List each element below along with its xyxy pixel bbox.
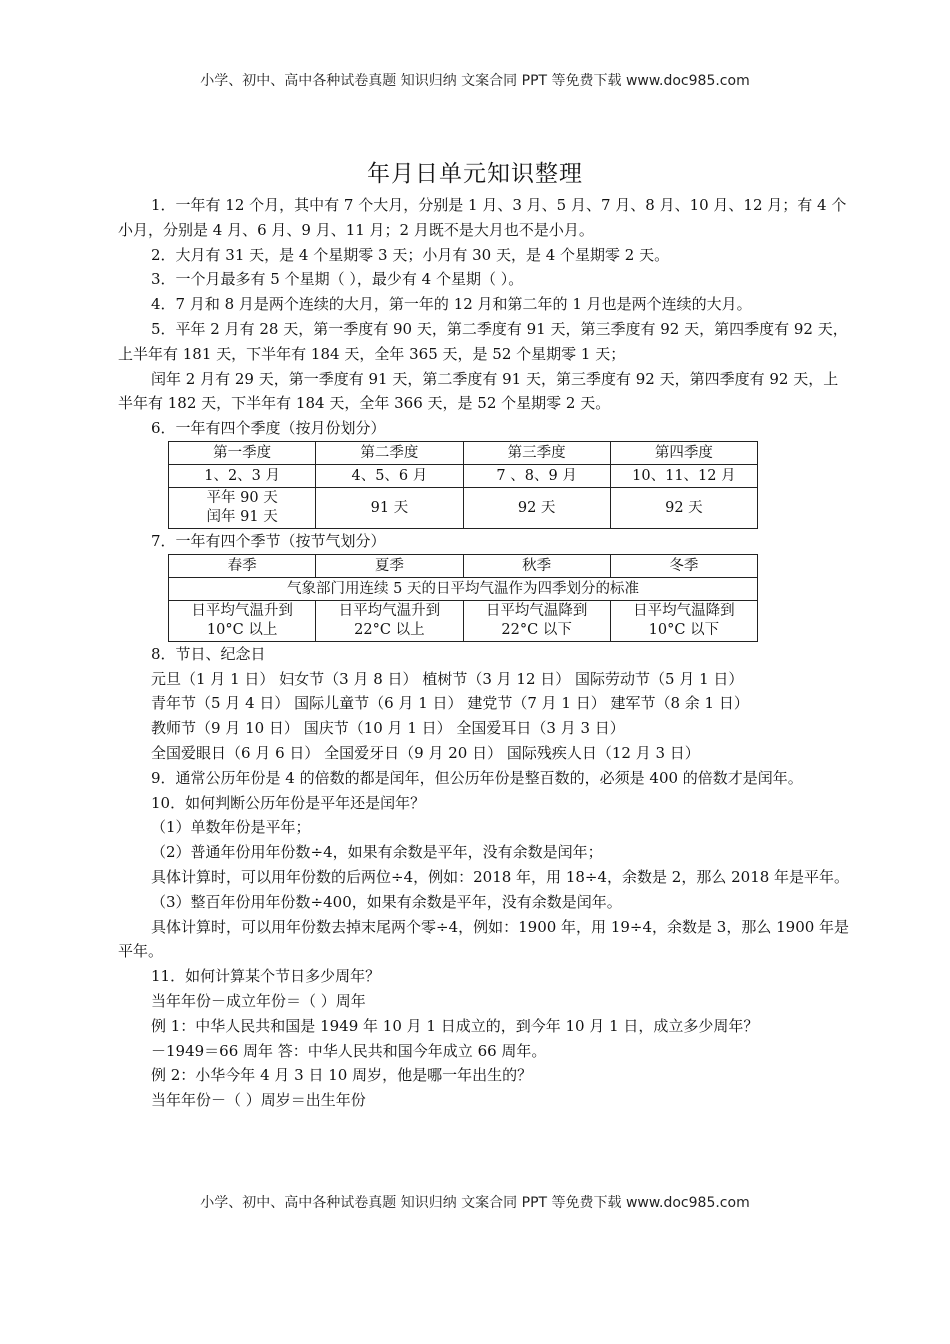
document-title: 年月日单元知识整理 bbox=[367, 161, 583, 187]
table-cell-line: 日平均气温升到 bbox=[191, 602, 293, 619]
paragraph-1: 1．一年有 12 个月，其中有 7 个大月，分别是 1 月、3 月、5 月、7 月、8 月、10 月、12 月；有 4 个小月，分别是 4 月、6 月、9 月、11 月；2 月既不是大月也不是小月。 bbox=[118, 196, 847, 239]
paragraph-3: 3．一个月最多有 5 个星期（ ），最少有 4 个星期（ ）。 bbox=[151, 270, 524, 289]
holiday-line-4: 全国爱眼日（6 月 6 日） 全国爱牙日（9 月 20 日） 国际残疾人日（12 月 3 日） bbox=[151, 743, 700, 762]
table-header-cell: 第四季度 bbox=[610, 441, 757, 464]
page-header: 小学、初中、高中各种试卷真题 知识归纳 文案合同 PPT 等免费下载 www.doc985.com bbox=[200, 73, 750, 89]
paragraph-6: 6．一年有四个季度（按月份划分） bbox=[151, 419, 386, 438]
paragraph-10b: （2）普通年份用年份数÷4，如果有余数是平年，没有余数是闰年； bbox=[151, 843, 603, 862]
table-header-cell: 秋季 bbox=[463, 554, 610, 577]
table-cell: 10、11、12 月 bbox=[610, 464, 757, 487]
quarters-table bbox=[168, 441, 758, 529]
table-row bbox=[169, 464, 758, 487]
table-cell-line: 10°C 以上 bbox=[206, 621, 278, 638]
table-cell-line: 平年 90 天 bbox=[206, 489, 278, 506]
table-cell-line: 日平均气温升到 bbox=[338, 602, 441, 619]
table-cell: 气象部门用连续 5 天的日平均气温作为四季划分的标准 bbox=[169, 577, 758, 600]
paragraph-8: 8．节日、纪念日 bbox=[151, 644, 266, 663]
table-cell: 91 天 bbox=[316, 487, 463, 528]
table-row bbox=[169, 554, 758, 577]
table-cell bbox=[610, 600, 757, 641]
paragraph-2: 2．大月有 31 天，是 4 个星期零 3 天；小月有 30 天，是 4 个星期零 2 天。 bbox=[151, 245, 670, 264]
seasons-table bbox=[168, 554, 758, 642]
table-cell-line: 闰年 91 天 bbox=[206, 508, 278, 525]
table-header-cell: 春季 bbox=[169, 554, 316, 577]
paragraph-11: 11．如何计算某个节日多少周年？ bbox=[151, 967, 381, 986]
table-row bbox=[169, 487, 758, 528]
table-cell-line: 日平均气温降到 bbox=[485, 602, 588, 619]
table-cell: 92 天 bbox=[463, 487, 610, 528]
table-row bbox=[169, 441, 758, 464]
table-row bbox=[169, 600, 758, 641]
table-cell-line: 日平均气温降到 bbox=[633, 602, 735, 619]
paragraph-10a: （1）单数年份是平年； bbox=[151, 818, 311, 837]
holiday-line-2: 青年节（5 月 4 日） 国际儿童节（6 月 1 日） 建党节（7 月 1 日） 建军节（8 余 1 日） bbox=[151, 694, 749, 713]
table-cell-line: 22°C 以上 bbox=[354, 621, 425, 638]
table-header-cell: 夏季 bbox=[316, 554, 463, 577]
holiday-line-1: 元旦（1 月 1 日） 妇女节（3 月 8 日） 植树节（3 月 12 日） 国际劳动节（5 月 1 日） bbox=[151, 669, 744, 688]
paragraph-11d: 例 2：小华今年 4 月 3 日 10 周岁，他是哪一年出生的？ bbox=[151, 1066, 533, 1085]
paragraph-7: 7．一年有四个季节（按节气划分） bbox=[151, 531, 386, 550]
table-header-cell: 冬季 bbox=[610, 554, 757, 577]
table-cell bbox=[316, 600, 463, 641]
table-cell: 1、2、3 月 bbox=[169, 464, 316, 487]
table-row bbox=[169, 577, 758, 600]
paragraph-5b: 闰年 2 月有 29 天，第一季度有 91 天，第二季度有 91 天，第三季度有 92 天，第四季度有 92 天，上半年有 182 天，下半年有 184 天，全年 366 天，是 52 个星期零 2 天。 bbox=[118, 369, 839, 413]
table-cell bbox=[463, 600, 610, 641]
paragraph-10c: 具体计算时，可以用年份数的后两位÷4，例如：2018 年，用 18÷4，余数是 2，那么 2018 年是平年。 bbox=[151, 867, 850, 886]
paragraph-10: 10．如何判断公历年份是平年还是闰年？ bbox=[151, 793, 426, 812]
paragraph-4: 4．7 月和 8 月是两个连续的大月，第一年的 12 月和第二年的 1 月也是两个连续的大月。 bbox=[151, 295, 752, 314]
table-cell bbox=[169, 487, 316, 528]
paragraph-11a: 当年年份－成立年份＝（ ）周年 bbox=[151, 991, 366, 1010]
paragraph-10d: （3）整百年份用年份数÷400，如果有余数是平年，没有余数是闰年。 bbox=[151, 892, 622, 911]
paragraph-11e: 当年年份－（ ）周岁＝出生年份 bbox=[151, 1091, 366, 1110]
paragraph-9: 9．通常公历年份是 4 的倍数的都是闰年，但公历年份是整百数的，必须是 400 的倍数才是闰年。 bbox=[151, 768, 803, 787]
holiday-line-3: 教师节（9 月 10 日） 国庆节（10 月 1 日） 全国爱耳日（3 月 3 日） bbox=[151, 719, 625, 738]
table-cell: 7 、8、9 月 bbox=[463, 464, 610, 487]
table-header-cell: 第一季度 bbox=[169, 441, 316, 464]
table-cell: 4、5、6 月 bbox=[316, 464, 463, 487]
paragraph-11b: 例 1：中华人民共和国是 1949 年 10 月 1 日成立的，到今年 10 月 1 日，成立多少周年？ bbox=[151, 1016, 759, 1035]
table-cell-line: 22°C 以下 bbox=[501, 621, 572, 638]
document-body bbox=[118, 193, 850, 1113]
table-cell: 92 天 bbox=[610, 487, 757, 528]
table-cell-line: 10°C 以下 bbox=[648, 621, 720, 638]
table-cell bbox=[169, 600, 316, 641]
table-header-cell: 第三季度 bbox=[463, 441, 610, 464]
table-header-cell: 第二季度 bbox=[316, 441, 463, 464]
paragraph-11c: －1949＝66 周年 答：中华人民共和国今年成立 66 周年。 bbox=[151, 1041, 547, 1060]
paragraph-5: 5．平年 2 月有 28 天，第一季度有 90 天，第二季度有 91 天，第三季度有 92 天，第四季度有 92 天，上半年有 181 天，下半年有 184 天，全年 365 天，是 52 个星期零 1 天； bbox=[118, 319, 848, 363]
page-footer: 小学、初中、高中各种试卷真题 知识归纳 文案合同 PPT 等免费下载 www.doc985.com bbox=[200, 1195, 750, 1211]
paragraph-10e: 具体计算时，可以用年份数去掉末尾两个零÷4，例如：1900 年，用 19÷4，余数是 3，那么 1900 年是平年。 bbox=[118, 917, 850, 961]
